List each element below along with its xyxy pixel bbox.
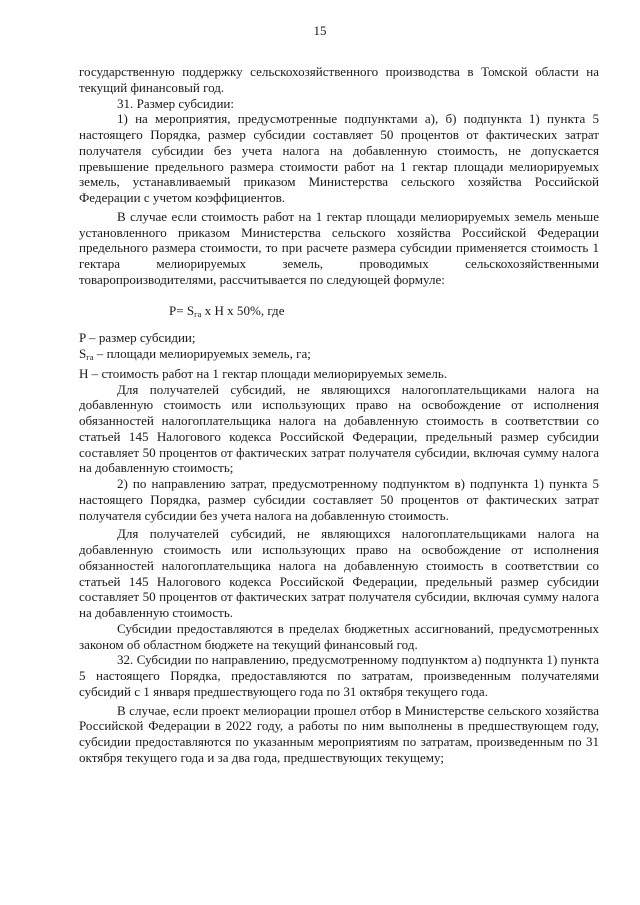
- formula-right: x H x 50%, где: [201, 302, 285, 318]
- definition-s-symbol: S: [79, 346, 87, 361]
- definition-s-subscript: га: [86, 352, 94, 362]
- paragraph-non-vat-1: Для получателей субсидий, не являющихся налогоплательщиками налога на добавленную стоимость или использующих право на освобождение от исполнения обязанностей налогоплательщика налога на добавленную стоимость в соответствии со статьей 145 Налогового кодекса Российской Федерации, предельный размер субсидии составляет 50 процентов от фактических затрат получателя субсидии, включая сумму налога на добавленную стоимость;: [79, 381, 599, 476]
- paragraph-cost-case: В случае если стоимость работ на 1 гектар площади мелиорируемых земель меньше установленного приказом Министерства сельского хозяйства Российской Федерации предельного размера стоимости, то при расчете размера субсидии применяется стоимость 1 гектара мелиорируемых земель, проводимых сельскохозяйственными товаропроизводителями, рассчитывается по следующей формуле:: [79, 208, 599, 287]
- paragraph-31-1: 1) на мероприятия, предусмотренные подпунктами а), б) подпункта 1) пункта 5 настоящего Порядка, размер субсидии составляет 50 процентов от фактических затрат получателя субсидии без учета налога на добавленную стоимость, не допускается превышение предельного размера стоимости работ на 1 гектар площади мелиорируемых земель, устанавливаемый приказом Министерства сельского хозяйства Российской Федерации с учетом коэффициентов.: [79, 111, 599, 205]
- paragraph-budget-limits: Субсидии предоставляются в пределах бюджетных ассигнований, предусмотренных законом об областном бюджете на текущий финансовый год.: [79, 620, 599, 652]
- definition-s-text: – площади мелиорируемых земель, га;: [93, 346, 311, 361]
- page-number: 15: [313, 23, 327, 38]
- paragraph-31-2: 2) по направлению затрат, предусмотренному подпунктом в) подпункта 1) пункта 5 настоящего Порядка, размер субсидии составляет 50 процентов от фактических затрат получателя субсидии без учета налога на добавленную стоимость.: [79, 476, 599, 523]
- formula-left: P= S: [169, 302, 195, 318]
- paragraph-continuation: государственную поддержку сельскохозяйственного производства в Томской области на текущий финансовый год.: [79, 64, 599, 95]
- section-32: 32. Субсидии по направлению, предусмотренному подпунктом а) подпункта 1) пункта 5 настоящего Порядка, предоставляются по затратам, произведенным получателями субсидий с 1 января предшествующего года по 31 октября текущего года.: [79, 652, 599, 699]
- formula-subscript: га: [194, 308, 202, 319]
- section-31-heading: 31. Размер субсидии:: [117, 95, 235, 111]
- paragraph-2022-case: В случае, если проект мелиорации прошел отбор в Министерстве сельского хозяйства Российской Федерации в 2022 году, а работы по ним выполнены в предшествующем году, субсидии предоставляются по указанным мероприятиям по затратам, произведенным по 31 октября текущего года и за два года, предшествующих текущему;: [79, 702, 599, 765]
- definition-s: [79, 346, 599, 366]
- subsidy-formula: [79, 303, 599, 323]
- document-body: [79, 64, 599, 766]
- definition-p: P – размер субсидии;: [79, 330, 196, 346]
- definition-h: H – стоимость работ на 1 гектар площади мелиорируемых земель.: [79, 365, 448, 381]
- paragraph-non-vat-2: Для получателей субсидий, не являющихся налогоплательщиками налога на добавленную стоимость или использующих право на освобождение от исполнения обязанностей налогоплательщика налога на добавленную стоимость в соответствии со статьей 145 Налогового кодекса Российской Федерации, предельный размер субсидии составляет 50 процентов от фактических затрат получателя субсидии, включая сумму налога на добавленную стоимость.: [79, 526, 599, 620]
